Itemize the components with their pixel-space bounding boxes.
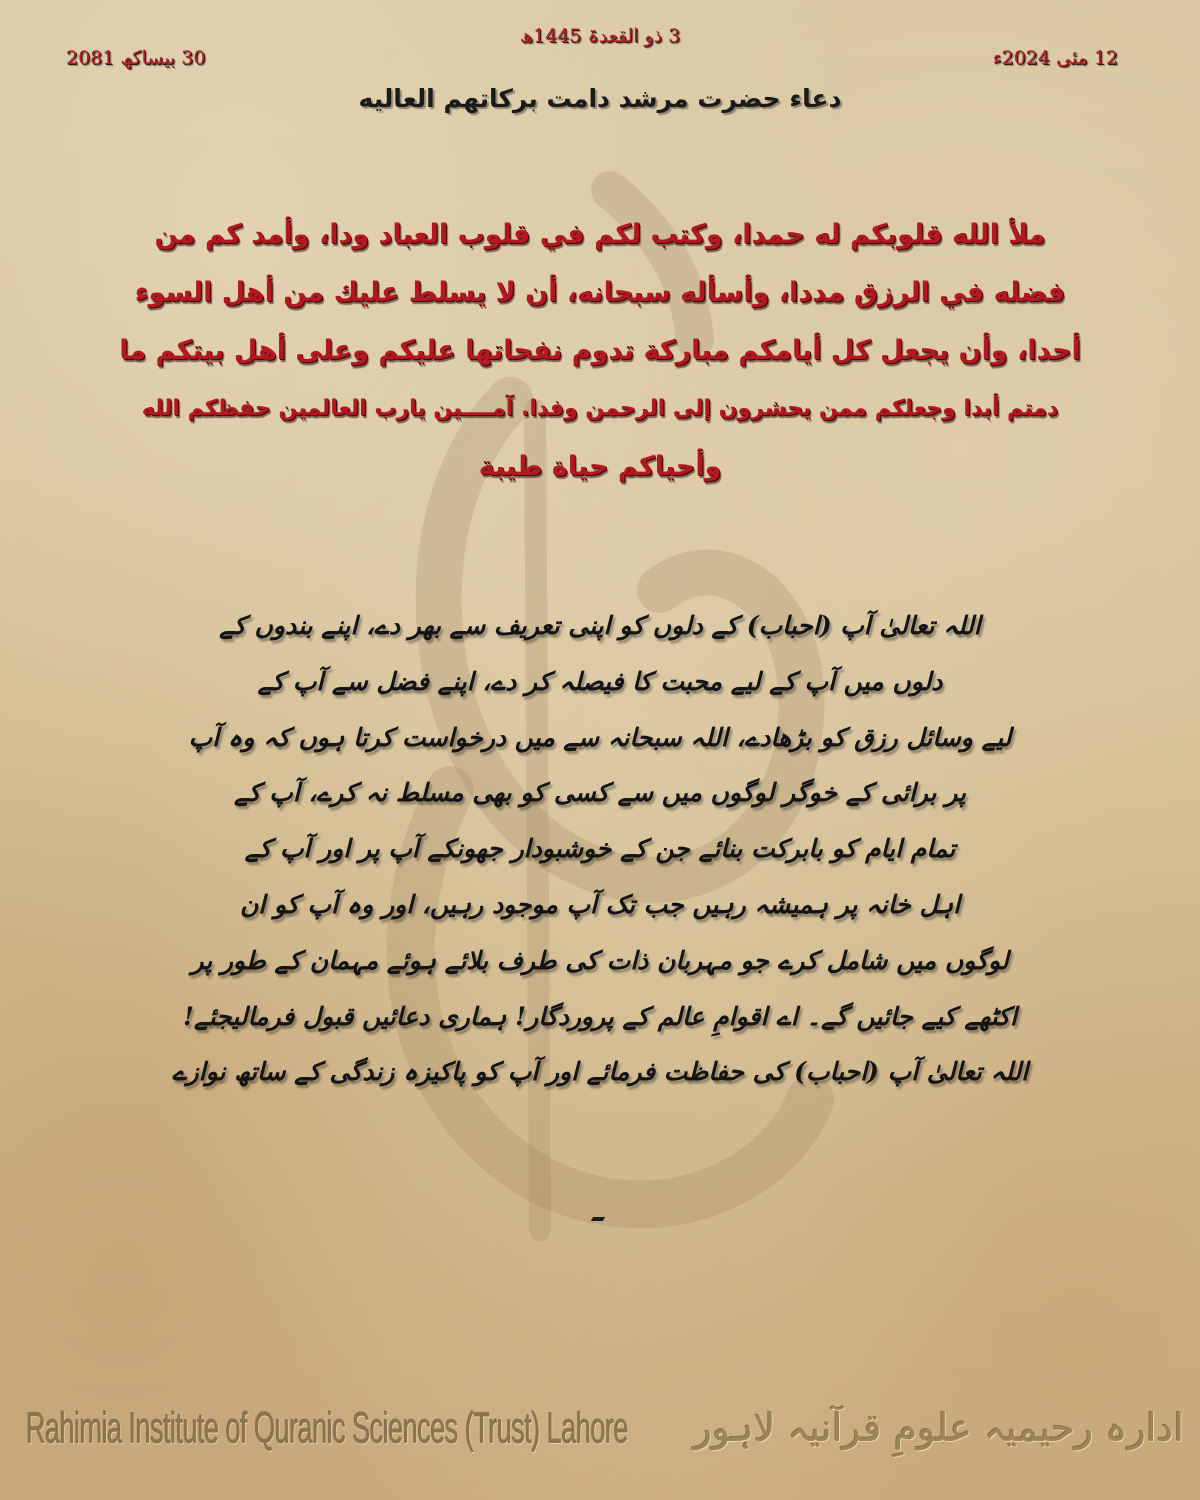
urdu-line: لوگوں میں شامل کرے جو مہربان ذات کی طرف بلائے ہوئے مہمان کے طور پر xyxy=(191,945,1009,975)
urdu-line: دلوں میں آپ کے لیے محبت کا فیصلہ کر دے، اپنے فضل سے آپ کے xyxy=(257,666,943,696)
urdu-line: اکٹھے کیے جائیں گے۔ اے اقوامِ عالم کے پروردگار! ہماری دعائیں قبول فرمالیجئے! xyxy=(182,1001,1018,1031)
urdu-translation xyxy=(120,598,1080,1100)
arabic-line: ملأ الله قلوبكم له حمدا، وكتب لكم في قلوب العباد ودا، وأمد كم من xyxy=(154,219,1046,250)
urdu-line: اہل خانہ پر ہمیشہ رہیں جب تک آپ موجود رہیں، اور وہ آپ کو ان xyxy=(239,889,961,919)
urdu-line: پر برائی کے خوگر لوگوں میں سے کسی کو بھی مسلط نہ کرے، آپ کے xyxy=(234,778,966,808)
page-title: دعاء حضرت مرشد دامت برکاتهم العالیه xyxy=(358,84,842,113)
footer xyxy=(0,1398,1200,1468)
bikrami-date: 30 بیساکھ 2081 xyxy=(66,47,206,69)
urdu-line: تمام ایام کو بابرکت بنائے جن کے خوشبودار جھونکے آپ پر اور آپ کے xyxy=(244,834,956,864)
urdu-line: لیے وسائل رزق کو بڑھادے، اللہ سبحانہ سے میں درخواست کرتا ہوں کہ وہ آپ xyxy=(188,722,1012,752)
date-header xyxy=(0,0,1200,80)
gregorian-date: 12 مئی 2024ء xyxy=(992,47,1118,69)
institute-name-english: Rahimia Institute of Quranic Sciences (Trust) Lahore xyxy=(26,1404,629,1453)
arabic-prayer xyxy=(60,206,1140,496)
arabic-line: وأحياكم حياة طيبة xyxy=(478,451,722,482)
hijri-date: 3 ذو القعدۃ 1445ھ xyxy=(519,25,681,47)
arabic-line: أحدا، وأن يجعل كل أيامكم مباركة تدوم نفحاتها عليكم وعلى أهل بيتكم ما xyxy=(119,335,1081,366)
institute-name-urdu-calligraphy: ادارہ رحیمیہ علومِ قرآنیہ لاہور xyxy=(693,1406,1184,1450)
urdu-line: اللہ تعالیٰ آپ (احباب) کے دلوں کو اپنی تعریف سے بھر دے، اپنے بندوں کے xyxy=(219,611,981,640)
end-mark xyxy=(591,1217,605,1221)
arabic-line: فضله في الرزق مددا، وأسأله سبحانه، أن لا يسلط عليك من أهل السوء xyxy=(134,277,1066,308)
arabic-line: دمتم أبدا وجعلكم ممن يحشرون إلى الرحمن وفدا. آمــــين يارب العالمين حفظكم الله xyxy=(141,396,1059,421)
urdu-line: اللہ تعالیٰ آپ (احباب) کی حفاظت فرمائے اور آپ کو پاکیزہ زندگی کے ساتھ نوازے xyxy=(171,1057,1029,1087)
